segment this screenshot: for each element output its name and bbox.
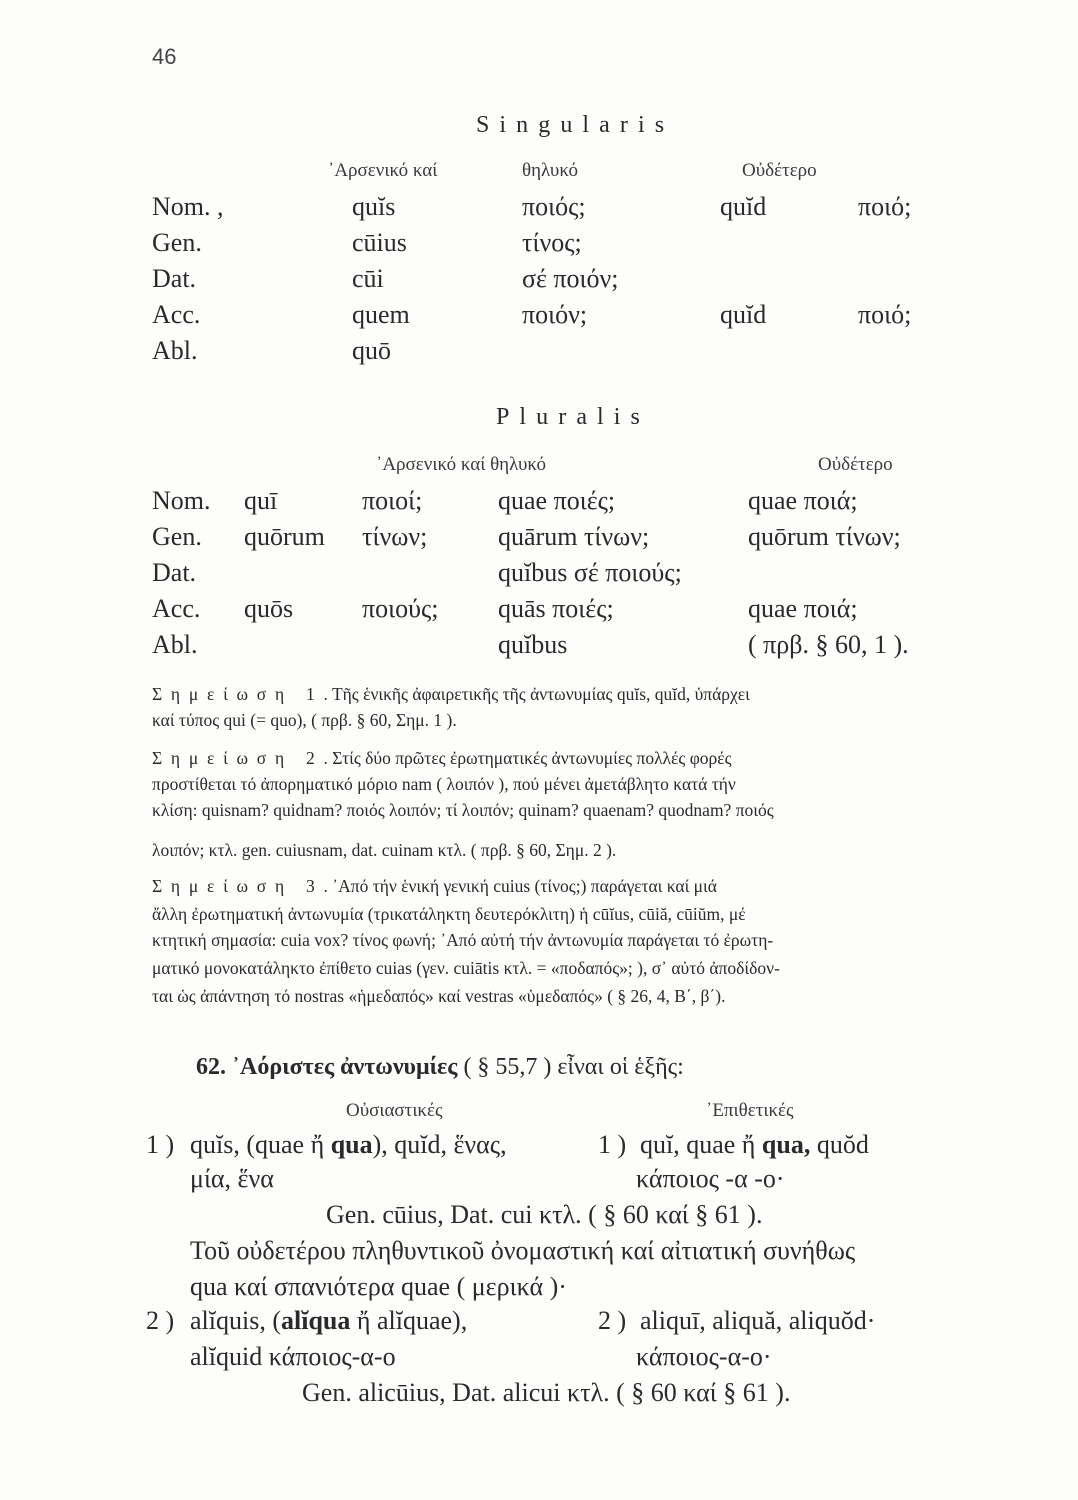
sg-mf-greek: ποιός;	[522, 192, 586, 221]
sg-neut: quĭd	[720, 300, 767, 329]
item-2-number: 2 )	[146, 1306, 175, 1335]
sg-mf-greek: τίνος;	[522, 228, 582, 257]
sg-mf: quem	[352, 300, 410, 329]
genitive-line-1: Gen. cūius, Dat. cui κτλ. ( § 60 καί § 61 ).	[326, 1200, 763, 1229]
sg-case: Acc.	[152, 300, 201, 329]
sg-mf: quĭs	[352, 192, 396, 221]
sg-col-masc-fem: ᾽Αρσενικό καί	[328, 160, 438, 181]
neuter-plural-note: Τοῦ οὐδετέρου πληθυντικοῦ ὀνομαστική καί αἰτιατική συνήθως	[190, 1236, 856, 1265]
pl-fem: quārum τίνων;	[498, 522, 650, 551]
item-2-substantive	[190, 1306, 467, 1336]
sg-neut: quĭd	[720, 192, 767, 221]
sg-neut-greek: ποιό;	[858, 300, 912, 329]
sg-col-fem: θηλυκό	[522, 160, 578, 181]
note-line: ματικό μονοκατάληκτο ἐπίθετο cuias (γεν. cuiātis κτλ. = «ποδαπός»; ), σ᾽ αὐτό ἀποδίδον-	[152, 958, 780, 978]
section-title: ᾽Αόριστες ἀντωνυμίες	[232, 1054, 458, 1080]
pl-neut: quōrum τίνων;	[748, 522, 901, 551]
sg-mf-greek: σέ ποιόν;	[522, 264, 619, 293]
sg-mf-greek: ποιόν;	[522, 300, 588, 329]
item-2-adj-number: 2 )	[598, 1306, 627, 1335]
item-1-substantive-line2: μία, ἕνα	[190, 1164, 274, 1193]
note-line: ἄλλη ἐρωτηματική ἀντωνυμία (τρικατάληκτη δευτερόκλιτη) ἡ cūĭus, cūiă, cūiŭm, μέ	[152, 904, 746, 924]
note-line: κλίση: quisnam? quidnam? ποιός λοιπόν; τί λοιπόν; quinam? quaenam? quodnam? ποιός	[152, 800, 774, 820]
pl-neut: quae ποιά;	[748, 594, 858, 623]
sg-col-neut: Οὐδέτερο	[742, 160, 817, 181]
bold-text: alĭqua	[281, 1306, 351, 1335]
genitive-line-2: Gen. alicūius, Dat. alicui κτλ. ( § 60 καί § 61 ).	[302, 1378, 791, 1407]
item-2-adjectival: aliquī, aliquă, aliquŏd·	[640, 1306, 876, 1335]
note-line: . ᾽Από τήν ἑνική γενική cuius (τίνος;) παράγεται καί μιά	[323, 876, 717, 896]
pl-masc-greek: τίνων;	[362, 522, 428, 551]
pl-masc: quōs	[244, 594, 294, 623]
text: ), quĭd, ἕνας,	[372, 1130, 507, 1159]
text: ἤ alĭquae),	[350, 1306, 468, 1335]
text: quŏd	[810, 1130, 869, 1159]
sg-case: Abl.	[152, 336, 198, 365]
col-substantive: Οὐσιαστικές	[346, 1100, 443, 1121]
note-line: προστίθεται τό ἀπορηματικό μόριο nam ( λοιπόν ), πού μένει ἀμετάβλητο κατά τήν	[152, 774, 736, 794]
sg-case: Gen.	[152, 228, 202, 257]
section-ref: ( § 55,7 ) εἶναι οἱ ἑξῆς:	[463, 1054, 684, 1080]
note-line: καί τύπος qui (= quo), ( πρβ. § 60, Σημ. 1 ).	[152, 710, 457, 730]
pl-case: Nom.	[152, 486, 211, 515]
bold-text: qua	[330, 1130, 373, 1159]
pluralis-heading: Pluralis	[496, 404, 650, 430]
pl-col-neut: Οὐδέτερο	[818, 454, 893, 475]
col-adjectival: ᾽Επιθετικές	[706, 1100, 794, 1121]
item-1-adj-number: 1 )	[598, 1130, 627, 1159]
note-line: λοιπόν; κτλ. gen. cuiusnam, dat. cuinam κτλ. ( πρβ. § 60, Σημ. 2 ).	[152, 840, 617, 860]
item-1-adjectival-line2: κάποιος -α -ο·	[636, 1164, 785, 1193]
pl-fem: quās ποιές;	[498, 594, 614, 623]
note-line: κτητική σημασία: cuia vox? τίνος φωνή; ᾽Από αὐτή τήν ἀντωνυμία παράγεται τό ἐρωτη-	[152, 930, 774, 950]
pl-masc: quī	[244, 486, 278, 515]
item-1-number: 1 )	[146, 1130, 175, 1159]
sg-mf: cūius	[352, 228, 407, 257]
pl-case: Dat.	[152, 558, 197, 587]
sg-case: Dat.	[152, 264, 197, 293]
page-number: 46	[152, 44, 177, 69]
pl-case: Abl.	[152, 630, 198, 659]
item-1-substantive	[190, 1130, 507, 1160]
pl-masc-greek: ποιοί;	[362, 486, 423, 515]
sg-case: Nom. ,	[152, 192, 224, 221]
pl-fem: quĭbus σέ ποιούς;	[498, 558, 682, 587]
item-2-adjectival-line2: κάποιος-α-ο·	[636, 1342, 772, 1371]
note-3-label: Σημείωση 3	[152, 876, 324, 896]
sg-mf: cūi	[352, 264, 384, 293]
bold-text: qua,	[761, 1130, 811, 1159]
pl-masc: quōrum	[244, 522, 325, 551]
neuter-plural-note-line2: qua καί σπανιότερα quae ( μερικά )·	[190, 1272, 567, 1301]
note-line: . Στίς δύο πρῶτες ἐρωτηματικές ἀντωνυμίες πολλές φορές	[323, 748, 732, 768]
section-number: 62.	[196, 1054, 226, 1080]
pl-fem: quae ποιές;	[498, 486, 616, 515]
pl-case: Gen.	[152, 522, 202, 551]
item-1-adjectival	[640, 1130, 869, 1160]
pl-neut: ( πρβ. § 60, 1 ).	[748, 630, 909, 659]
text: quĭ, quae ἤ	[640, 1130, 762, 1159]
item-2-substantive-line2: alĭquid κάποιος-α-ο	[190, 1342, 396, 1371]
note-line: . Τῆς ἑνικῆς ἀφαιρετικῆς τῆς ἀντωνυμίας quĭs, quĭd, ὑπάρχει	[323, 684, 750, 704]
sg-mf: quō	[352, 336, 391, 365]
pl-case: Acc.	[152, 594, 201, 623]
pl-neut: quae ποιά;	[748, 486, 858, 515]
pl-masc-greek: ποιούς;	[362, 594, 439, 623]
note-line: ται ὡς ἀπάντηση τό nostras «ἡμεδαπός» καί vestras «ὑμεδαπός» ( § 26, 4, Β΄, β΄).	[152, 986, 726, 1006]
text: quĭs, (quae ἤ	[190, 1130, 331, 1159]
section-62-heading	[196, 1054, 684, 1081]
note-2-label: Σημείωση 2	[152, 748, 324, 768]
pl-col-masc-fem: ᾽Αρσενικό καί θηλυκό	[376, 454, 547, 475]
text: alĭquis, (	[190, 1306, 281, 1335]
sg-neut-greek: ποιό;	[858, 192, 912, 221]
singularis-heading: Singularis	[476, 112, 675, 138]
note-1-label: Σημείωση 1	[152, 684, 324, 704]
pl-fem: quĭbus	[498, 630, 568, 659]
